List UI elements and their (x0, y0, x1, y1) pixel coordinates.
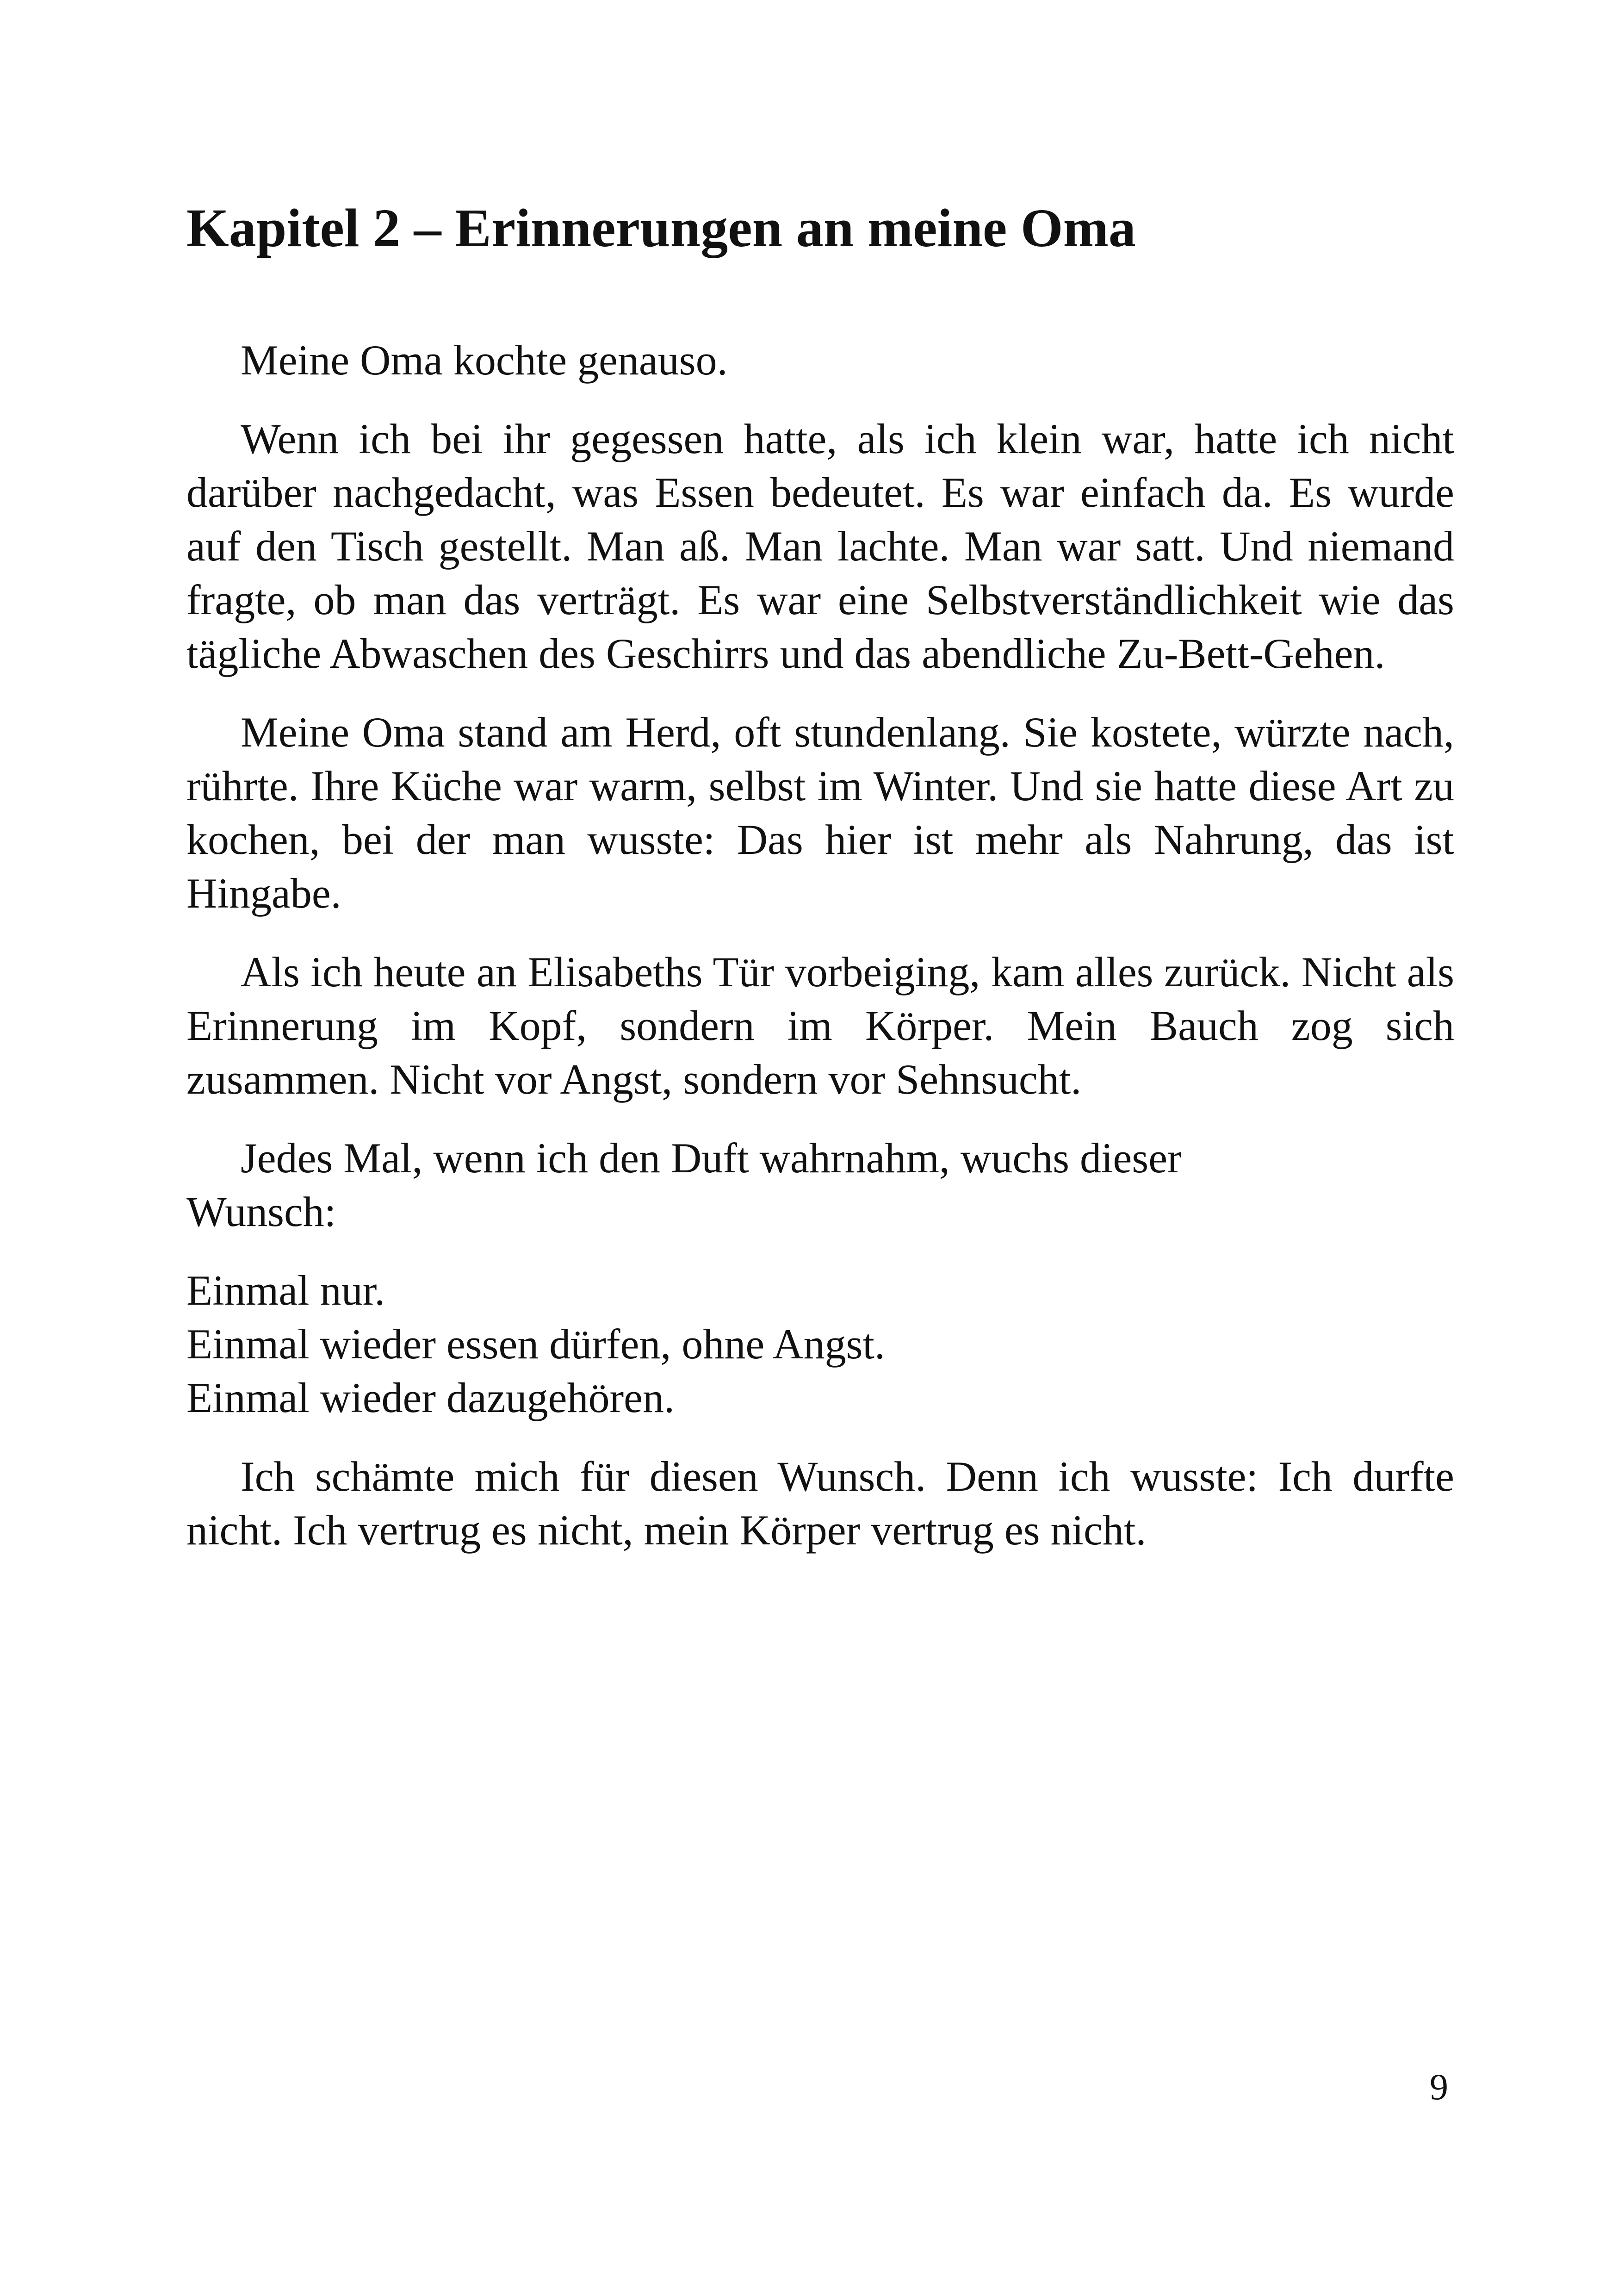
paragraph-4: Als ich heute an Elisabeths Tür vorbeiging, kam alles zurück. Nicht als Erinnerung im Kopf, sondern im Körper. Mein Bauch zog sich zusammen. Nicht vor Angst, sondern vor Sehnsucht. (186, 948, 1454, 1103)
verse-line-1: Einmal nur. (186, 1267, 385, 1314)
paragraph-3: Meine Oma stand am Herd, oft stundenlang. Sie kostete, würzte nach, rührte. Ihre Küche war warm, selbst im Winter. Und sie hatte diese Art zu kochen, bei der man wusste: Das hier ist mehr als Nahrung, das ist Hingabe. (186, 709, 1454, 917)
chapter-body (186, 333, 1454, 1582)
closing-paragraph: Ich schämte mich für diesen Wunsch. Denn ich wusste: Ich durfte nicht. Ich vertrug es nicht, mein Körper vertrug es nicht. (186, 1453, 1454, 1554)
paragraph-1: Meine Oma kochte genauso. (241, 336, 728, 384)
page-number: 9 (1430, 2067, 1448, 2108)
chapter-title: Kapitel 2 – Erinnerungen an meine Oma (186, 198, 1136, 258)
paragraph-2: Wenn ich bei ihr gegessen hatte, als ich klein war, hatte ich nicht darüber nachgedacht, was Essen bedeutet. Es war einfach da. Es wurde auf den Tisch gestellt. Man aß. Man lachte. Man war satt. Und niemand fragte, ob man das verträgt. Es war eine Selbstverständlichkeit wie das tägliche Abwaschen des Geschirrs und das abendliche Zu-Bett-Gehen. (186, 415, 1454, 677)
verse-block (186, 1263, 1454, 1425)
paragraph-5: Jedes Mal, wenn ich den Duft wahrnahm, wuchs dieser Wunsch: (186, 1134, 1182, 1235)
verse-line-3: Einmal wieder dazugehören. (186, 1374, 675, 1421)
verse-line-2: Einmal wieder essen dürfen, ohne Angst. (186, 1320, 885, 1368)
